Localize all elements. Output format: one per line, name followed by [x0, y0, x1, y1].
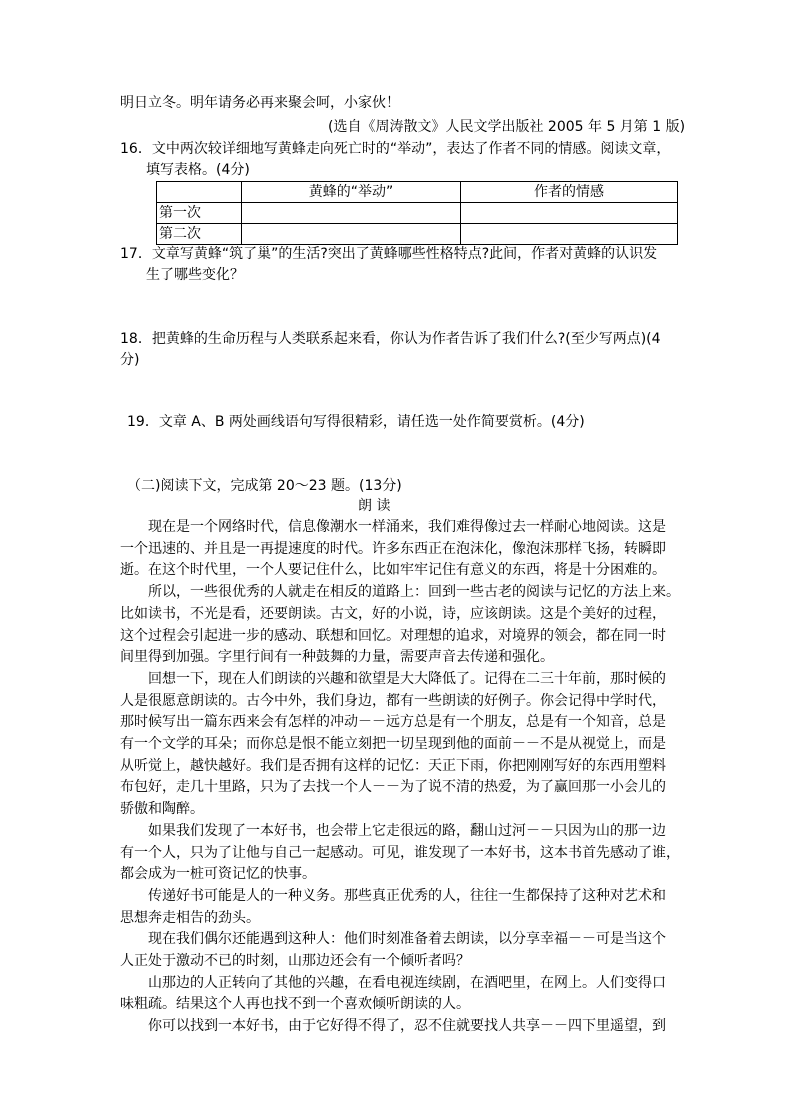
article-line: 那时候写出一篇东西来会有怎样的冲动－－远方总是有一个朋友，总是有一个知音，总是	[120, 714, 666, 731]
answer-cell[interactable]	[242, 224, 461, 245]
article-line: 思想奔走相告的劲头。	[120, 909, 260, 926]
question-17: 17．文章写黄蜂“筑了巢”的生活?突出了黄蜂哪些性格特点?此间，作者对黄蜂的认识发	[120, 246, 658, 262]
question-17-cont: 生了哪些变化？	[146, 267, 244, 283]
article-line: 布包好，走几十里路，只为了去找一个人－－为了说不清的热爱，为了赢回那一小会儿的	[120, 779, 666, 796]
article-line: 有一个文学的耳朵；而你总是恨不能立刻把一切呈现到他的面前－－不是从视觉上，而是	[120, 736, 666, 752]
answer-table	[156, 181, 678, 245]
answer-cell[interactable]	[461, 224, 678, 245]
row-label: 第一次	[157, 203, 242, 224]
article-line: 味粗疏。结果这个人再也找不到一个喜欢倾听朗读的人。	[120, 996, 470, 1013]
header-cell	[157, 182, 242, 203]
article-line: 回想一下，现在人们朗读的兴趣和欲望是大大降低了。记得在二三十年前，那时候的	[120, 670, 666, 687]
question-18: 18．把黄蜂的生命历程与人类联系起来看，你认为作者告诉了我们什么?(至少写两点)(4	[120, 331, 661, 347]
article-line: 这个过程会引起进一步的感动、联想和回忆。对理想的追求，对境界的领会，都在同一时	[120, 627, 666, 644]
header-cell: 作者的情感	[461, 182, 678, 203]
question-19: 19．文章 A、B 两处画线语句写得很精彩，请任选一处作简要赏析。(4分)	[127, 414, 585, 430]
source-citation: (选自《周涛散文》人民文学出版社 2005 年 5 月第 1 版)	[328, 119, 686, 135]
article-title: 朗 读	[358, 498, 391, 514]
article-line: 骄傲和陶醉。	[120, 801, 204, 818]
article-line: 人正处于激动不已的时刻，山那边还会有一个倾听者吗？	[120, 953, 470, 969]
answer-cell[interactable]	[461, 203, 678, 224]
article-line: 如果我们发现了一本好书，也会带上它走很远的路，翻山过河－－只因为山的那一边	[120, 822, 666, 839]
row-label: 第二次	[157, 224, 242, 245]
table-header-row	[157, 182, 678, 203]
section-heading: （二)阅读下文，完成第 20～23 题。(13分)	[127, 478, 402, 494]
header-cell: 黄蜂的“举动”	[242, 182, 461, 203]
article-line: 都会成为一桩可资记忆的快事。	[120, 866, 316, 883]
article-line: 比如读书，不光是看，还要朗读。古文，好的小说，诗，应该朗读。这是个美好的过程，	[120, 605, 666, 622]
article-line: 你可以找到一本好书，由于它好得不得了，忍不住就要找人共享－－四下里遥望，到	[120, 1018, 666, 1035]
article-line: 传递好书可能是人的一种义务。那些真正优秀的人，往往一生都保持了这种对艺术和	[120, 887, 666, 904]
article-line: 人是很愿意朗读的。古今中外，我们身边，都有一些朗读的好例子。你会记得中学时代，	[120, 692, 666, 709]
article-line: 所以，一些很优秀的人就走在相反的道路上：回到一些古老的阅读与记忆的方法上来。	[120, 584, 680, 601]
article-line: 山那边的人正转向了其他的兴趣，在看电视连续剧，在酒吧里，在网上。人们变得口	[120, 974, 666, 991]
article-line: 现在是一个网络时代，信息像潮水一样涌来，我们难得像过去一样耐心地阅读。这是	[120, 519, 666, 535]
article-line: 现在我们偶尔还能遇到这种人：他们时刻准备着去朗读，以分享幸福－－可是当这个	[120, 931, 666, 948]
question-18-cont: 分)	[120, 352, 140, 368]
article-line: 逝。在这个时代里，一个人要记住什么，比如牢牢记住有意义的东西，将是十分困难的。	[120, 562, 666, 579]
answer-cell[interactable]	[242, 203, 461, 224]
intro-line: 明日立冬。明年请务必再来聚会呵，小家伙！	[120, 95, 400, 111]
article-line: 间里得到加强。字里行间有一种鼓舞的力量，需要声音去传递和强化。	[120, 649, 554, 666]
article-line: 从听觉上，越快越好。我们是否拥有这样的记忆：天正下雨，你把刚刚写好的东西用塑料	[120, 757, 666, 774]
question-16-cont: 填写表格。(4分)	[146, 162, 250, 178]
table-row	[157, 224, 678, 245]
table-row	[157, 203, 678, 224]
question-16: 16．文中两次较详细地写黄蜂走向死亡时的“举动”，表达了作者不同的情感。阅读文章，	[120, 141, 671, 157]
article-line: 有一个人，只为了让他与自己一起感动。可见，谁发现了一本好书，这本书首先感动了谁，	[120, 844, 680, 861]
article-line: 一个迅速的、并且是一再提速度的时代。许多东西正在泡沫化，像泡沫那样飞扬，转瞬即	[120, 540, 666, 557]
